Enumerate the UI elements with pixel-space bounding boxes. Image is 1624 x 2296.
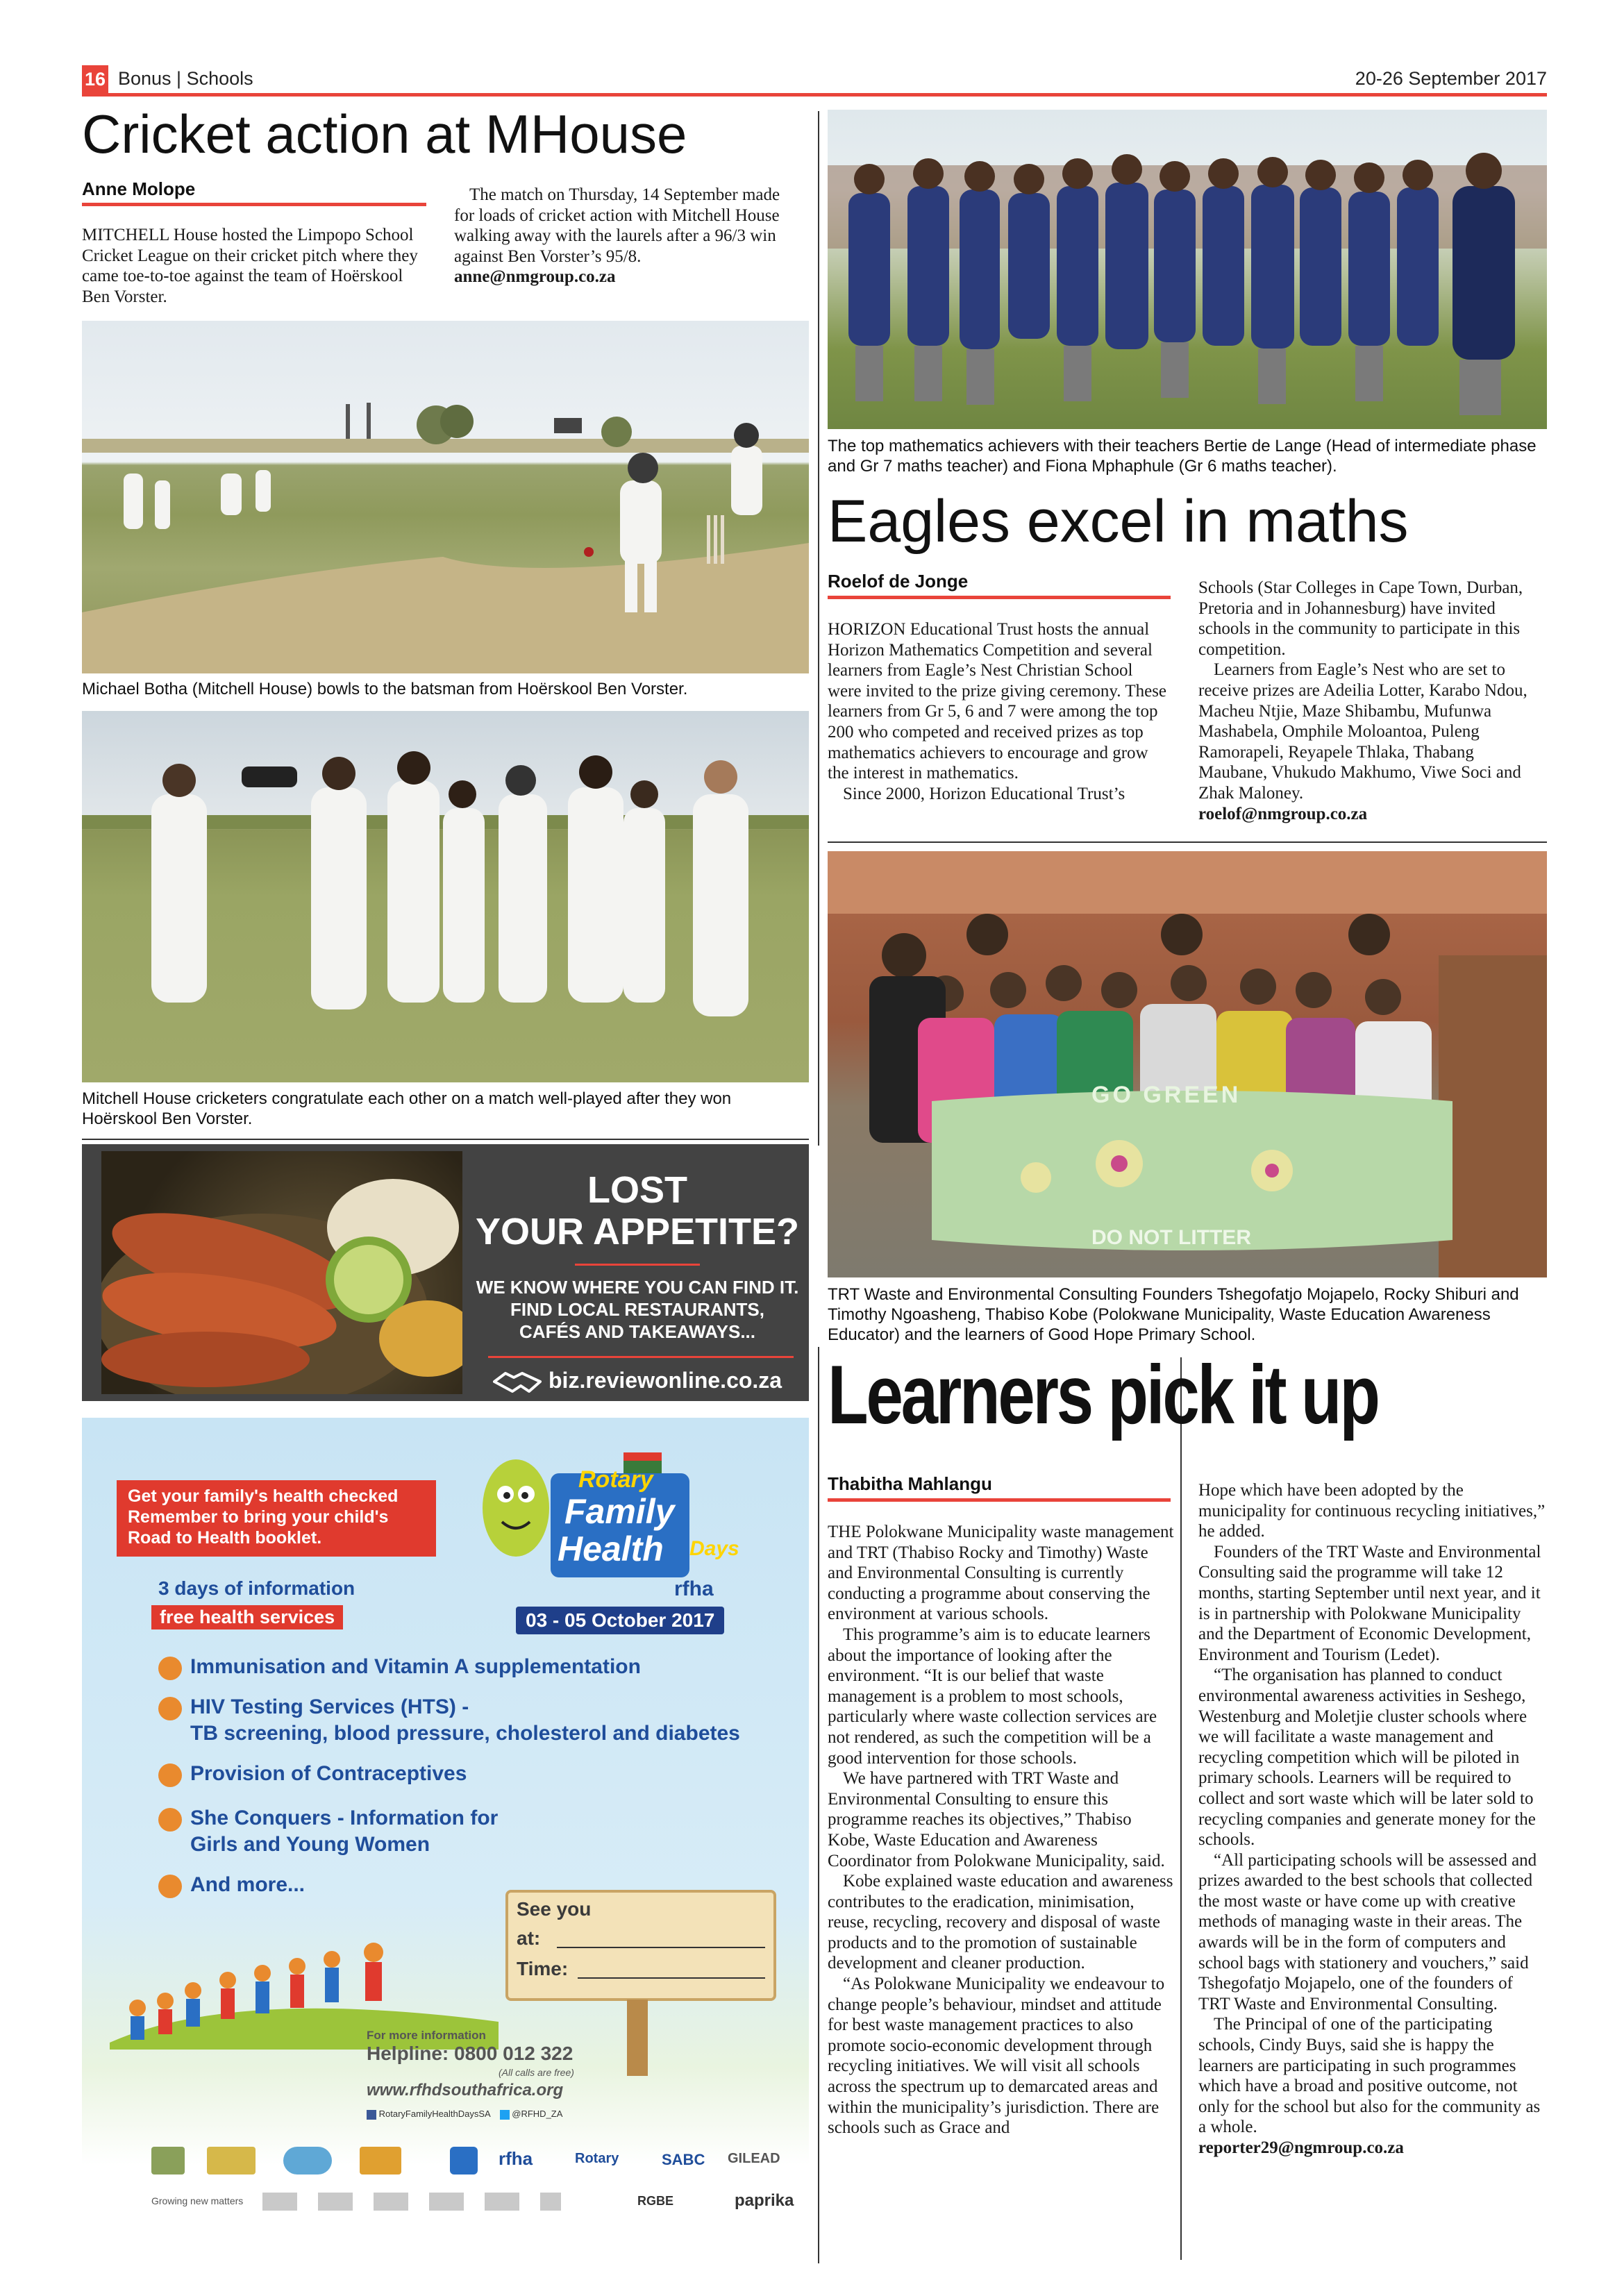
article-body-column [828,619,1169,804]
logo-text: Family [564,1492,675,1531]
service-item [158,1654,783,1694]
article-paragraph: “All participating schools will be assessed and prizes awarded to the best schools that collected the most waste or have come up with creative methods of managing waste in their areas. The awards will be in the form of computers and school bags with stationery and vouchers,” said Tshegofatjo Mojapelo, one of the founders of TRT Waste and Environmental Consulting. [1198,1850,1537,2013]
service-line: She Conquers - Information for [190,1807,499,1829]
food-illustration [101,1151,462,1394]
event-dates: 03 - 05 October 2017 [516,1607,724,1634]
sponsor-name: RGBE [637,2194,674,2208]
advert-text-line: FIND LOCAL RESTAURANTS, [510,1299,764,1320]
advert-url[interactable]: biz.reviewonline.co.za [549,1368,782,1393]
advert-title-line: LOST [587,1169,687,1211]
photo-banner-text: GO GREEN [1091,1082,1241,1108]
sponsor-logo [151,2147,185,2175]
sponsor-logo-strip [262,2193,561,2211]
photo-caption: TRT Waste and Environmental Consulting Founders Tshegofatjo Mojapelo, Rocky Shiburi and Timothy Ngoasheng, Thabiso Kobe (Polokwane Municipality, Waste Education Awareness Educator) and the learners of Good Hope Primary School. [828,1285,1519,1344]
article-body-column [828,1522,1175,2138]
issue-date: 20-26 September 2017 [1355,68,1547,89]
handshake-icon [493,1368,542,1396]
article-paragraph: “The organisation has planned to conduct environmental awareness activities in Seshego, Westenburg and Moletjie cluster schools where we will facilitate a waste management and recycling competition which will be piloted in primary schools. Learners will be required to collect and sort waste which will be later sold to recycling companies and generate money for the schools. [1198,1666,1536,1850]
cricket-celebration-illustration [82,711,809,1082]
see-you-sign [505,1890,776,2001]
sponsor-name: GILEAD [728,2151,780,2166]
section-label: Bonus | Schools [118,68,253,89]
callout-line: Remember to bring your child's [128,1507,389,1527]
section-divider [828,841,1547,843]
service-item [158,1694,783,1761]
rfha-logo: rfha [674,1577,714,1600]
logo-text: Days [689,1537,739,1560]
learners-illustration [828,851,1547,1277]
article-paragraph: We have partnered with TRT Waste and Environmental Consulting to ensure this programme reaches its objectives,” Thabiso Kobe, Waste Education and Awareness Coordinator from Polokwane Municipality, said. [828,1769,1165,1870]
sign-field-line [557,1947,765,1948]
she-conquers-icon [158,1808,182,1832]
author-email: roelof@nmgroup.co.za [1198,804,1368,823]
days-of-information: 3 days of information [158,1577,355,1599]
vaccine-icon [158,1657,182,1680]
byline-rule [828,596,1171,599]
article-paragraph: MITCHELL House hosted the Limpopo School Cricket League on their cricket pitch where they came toe-to-toe against the team of Hoërskool Ben Vorster. [82,226,418,306]
twitter-handle[interactable]: @RFHD_ZA [512,2109,563,2119]
website-url[interactable]: www.rfhdsouthafrica.org [367,2081,564,2100]
maths-achievers-photo [828,110,1547,429]
advert-rule [575,1264,700,1266]
page-number: 16 [82,65,108,93]
sign-post [627,2000,648,2076]
sponsor-name: SABC [662,2151,705,2168]
sponsor-name: Growing new matters [151,2195,244,2206]
sponsor-logo [283,2147,332,2175]
maths-group-illustration [828,110,1547,429]
health-days-advert [82,1418,809,2230]
cricket-bowling-photo [82,321,809,673]
logo-text: Health [558,1530,664,1568]
services-list [158,1654,783,1907]
article-byline: Thabitha Mahlangu [828,1473,992,1494]
page-header [82,65,1547,93]
advert-text-line: WE KNOW WHERE YOU CAN FIND IT. [476,1277,799,1298]
sign-field-line [578,1977,765,1979]
section-divider [82,1139,809,1140]
callout-line: Road to Health booklet. [128,1528,322,1548]
photo-caption: Michael Botha (Mitchell House) bowls to the batsman from Hoërskool Ben Vorster. [82,680,688,698]
sponsor-logos [151,2140,794,2223]
service-line: Girls and Young Women [190,1833,430,1856]
sign-text: See you [517,1898,592,1920]
free-services-badge: free health services [151,1605,343,1629]
article-paragraph: “As Polokwane Municipality we endeavour to change people’s behaviour, mindset and attitude for best waste management practices to also promote socio-economic development through recycling initiatives. We will visit all schools across the spectrum up to demarcated areas and within the municipality’s jurisdiction. There are schools such as Grace and [828,1975,1165,2138]
article-body-column [454,185,804,287]
sponsor-name: Rotary [575,2151,619,2166]
advert-text-line: CAFÉS AND TAKEAWAYS... [519,1321,755,1342]
logo-text: Rotary [578,1466,653,1493]
header-rule [82,93,1547,97]
article-paragraph: Founders of the TRT Waste and Environmental Consulting said the programme will take 12 months, starting September until next year, and it is in partnership with Polokwane Municipality and the Department of Economic Development, Environment and Tourism (Ledet). [1198,1542,1541,1664]
family-illustration [110,1904,499,2050]
restaurant-advert [82,1144,809,1401]
service-line: Immunisation and Vitamin A supplementation [190,1655,641,1678]
photo-caption: The top mathematics achievers with their teachers Bertie de Lange (Head of intermediate phase and Gr 7 maths teacher) and Fiona Mphaphule (Gr 6 maths teacher). [828,437,1537,476]
byline-rule [828,1498,1171,1502]
free-calls-note: (All calls are free) [499,2067,574,2078]
article-body-column [1198,578,1547,824]
column-divider [818,111,819,1146]
author-email: reporter29@ngmroup.co.za [1198,2138,1404,2157]
cricket-bowling-illustration [82,321,809,673]
health-callout [117,1480,436,1557]
helpline-number[interactable]: Helpline: 0800 012 322 [367,2043,574,2064]
author-email: anne@nmgroup.co.za [454,267,616,287]
callout-line: Get your family's health checked [128,1486,399,1506]
facebook-handle[interactable]: RotaryFamilyHealthDaysSA [378,2109,491,2119]
service-line: HIV Testing Services (HTS) - [190,1695,469,1718]
sponsor-logo [450,2147,478,2175]
column-divider [1180,1357,1182,2260]
facebook-icon [367,2110,376,2120]
more-info-label: For more information [367,2029,486,2042]
photo-caption: Mitchell House cricketers congratulate each other on a match well-played after they won Hoërskool Ben Vorster. [82,1089,732,1128]
article-paragraph: The Principal of one of the participating schools, Cindy Buys, said she is happy the learners are participating in such programmes which have a broad and positive outcome, not only for the school but also for the community as a whole. [1198,2015,1541,2137]
article-paragraph: This programme’s aim is to educate learners about the importance of looking after the environment. “It is our belief that waste management is a problem to most schools, particularly where waste collection services are not rendered, as such the competition will be a good intervention for those schools. [828,1625,1157,1768]
service-line: TB screening, blood pressure, cholesterol and diabetes [190,1722,740,1745]
rotary-family-health-logo [467,1446,759,1605]
article-paragraph: HORIZON Educational Trust hosts the annual Horizon Mathematics Competition and several learners from Eagle’s Nest Christian School were invited to the prize giving ceremony. These learners from Gr 5, 6 and 7 were among the top 200 who competed and received prizes as top mathematics achievers to encourage and grow the interest in mathematics. [828,620,1167,783]
ribbon-icon [158,1697,182,1720]
article-byline: Roelof de Jonge [828,571,969,592]
photo-bag-text: DO NOT LITTER [1091,1226,1251,1249]
article-paragraph: Since 2000, Horizon Educational Trust’s [843,784,1125,803]
advert-rule [488,1356,794,1358]
service-line: And more... [190,1873,305,1896]
service-line: Provision of Contraceptives [190,1762,467,1785]
service-item [158,1805,783,1872]
article-paragraph: The match on Thursday, 14 September made for loads of cricket action with Mitchell House walking away with the laurels after a 96/3 win against Ben Vorster’s 95/8. [454,185,780,266]
sponsor-logo [207,2147,256,2175]
article-body-column [1198,1480,1547,2159]
byline-rule [82,203,426,206]
cricket-celebration-photo [82,711,809,1082]
article-headline: Eagles excel in maths [828,488,1409,555]
article-body-column [82,225,429,307]
advert-title-line: YOUR APPETITE? [475,1211,800,1252]
sign-text: at: [517,1927,541,1949]
plus-icon [158,1875,182,1898]
article-headline: Cricket action at MHouse [82,103,687,165]
article-paragraph: Kobe explained waste education and awareness contributes to the eradication, minimisation, reuse, recycling, recovery and disposal of waste products and to the promotion of sustainable development and cleaner production. [828,1872,1173,1973]
article-paragraph: Learners from Eagle’s Nest who are set to receive prizes are Adeilia Lotter, Karabo Ndou, Macheu Ntjie, Maze Shibambu, Mufunwa Mashabela, Omphile Moloantoa, Puleng Ramorapeli, Reyapele Thlaka, Thabang Maubane, Vhukudo Makhumo, Viwe Soci and Zhak Maloney. [1198,660,1527,803]
article-headline: Learners pick it up [828,1348,1378,1441]
article-paragraph: Hope which have been adopted by the municipality for continuous recycling initiatives,” he added. [1198,1481,1546,1541]
social-links [367,2109,562,2120]
service-item [158,1761,783,1805]
article-paragraph: Schools (Star Colleges in Cape Town, Durban, Pretoria and in Johannesburg) have invited schools in the community to participate in this competition. [1198,578,1523,659]
article-byline: Anne Molope [82,178,196,199]
learners-photo [828,851,1547,1277]
twitter-icon [500,2110,510,2120]
advert-food-image [101,1151,462,1394]
column-divider [818,1347,819,2263]
sign-text: Time: [517,1958,569,1979]
article-paragraph: THE Polokwane Municipality waste management and TRT (Thabiso Rocky and Timothy) Waste and Environmental Consulting is currently conducting a programme about conserving the environment at various schools. [828,1523,1174,1624]
sponsor-logo [360,2147,401,2175]
sponsor-name: rfha [499,2148,533,2169]
sponsor-name: paprika [735,2191,794,2210]
contraceptive-icon [158,1763,182,1787]
